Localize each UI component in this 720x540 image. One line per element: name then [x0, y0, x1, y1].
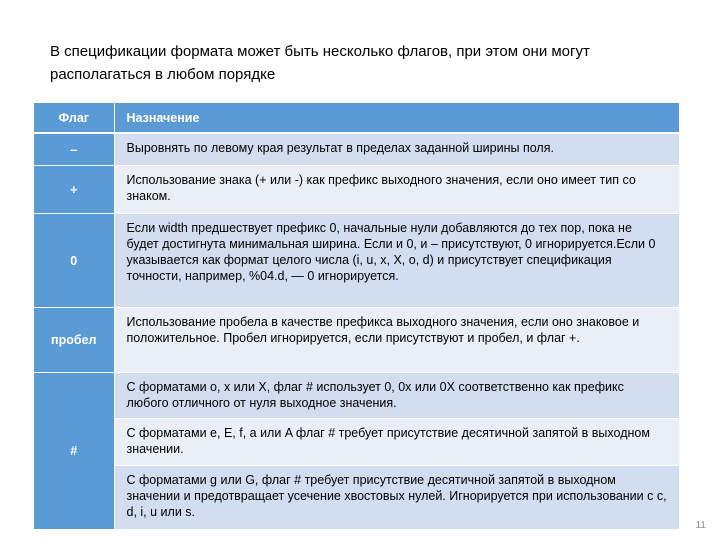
description-cell: Выровнять по левому края результат в пределах заданной ширины поля.: [114, 133, 679, 166]
description-cell: С форматами g или G, флаг # требует присутствие десятичной запятой в выходном значении и предотвращает усечение хвостовых нулей. Игнорируется при использовании с c, d, i, u или s.: [114, 466, 679, 530]
description-cell: С форматами e, E, f, a или A флаг # требует присутствие десятичной запятой в выходном значении.: [114, 419, 679, 466]
flag-cell: –: [34, 133, 114, 166]
flag-cell: +: [34, 166, 114, 214]
table-row: [34, 214, 679, 308]
flag-cell: #: [34, 373, 114, 530]
table-row: [34, 133, 679, 166]
flags-table: [34, 103, 679, 530]
table-header-row: [34, 103, 679, 133]
page-number: 11: [695, 520, 706, 531]
table-row: [34, 373, 679, 419]
table-row: [34, 466, 679, 530]
description-cell: Использование знака (+ или -) как префикс выходного значения, если оно имеет тип со знаком.: [114, 166, 679, 214]
description-cell: Если width предшествует префикс 0, начальные нули добавляются до тех пор, пока не будет достигнута минимальная ширина. Если и 0, и – присутствуют, 0 игнорируется.Если 0 указывается как формат целого числа (i, u, x, X, o, d) и присутствует спецификация точности, например, %04.d, — 0 игнорируется.: [114, 214, 679, 308]
description-cell: Использование пробела в качестве префикса выходного значения, если оно знаковое и положительное. Пробел игнорируется, если присутствуют и пробел, и флаг +.: [114, 308, 679, 373]
header-flag: Флаг: [34, 103, 114, 133]
flag-cell: пробел: [34, 308, 114, 373]
table-row: [34, 419, 679, 466]
flag-cell: 0: [34, 214, 114, 308]
table-row: [34, 166, 679, 214]
description-cell: С форматами o, x или X, флаг # использует 0, 0x или 0X соответственно как префикс любого отличного от нуля выходное значения.: [114, 373, 679, 419]
table-row: [34, 308, 679, 373]
intro-text: В спецификации формата может быть несколько флагов, при этом они могут располагаться в любом порядке: [50, 43, 590, 83]
header-purpose: Назначение: [114, 103, 679, 133]
